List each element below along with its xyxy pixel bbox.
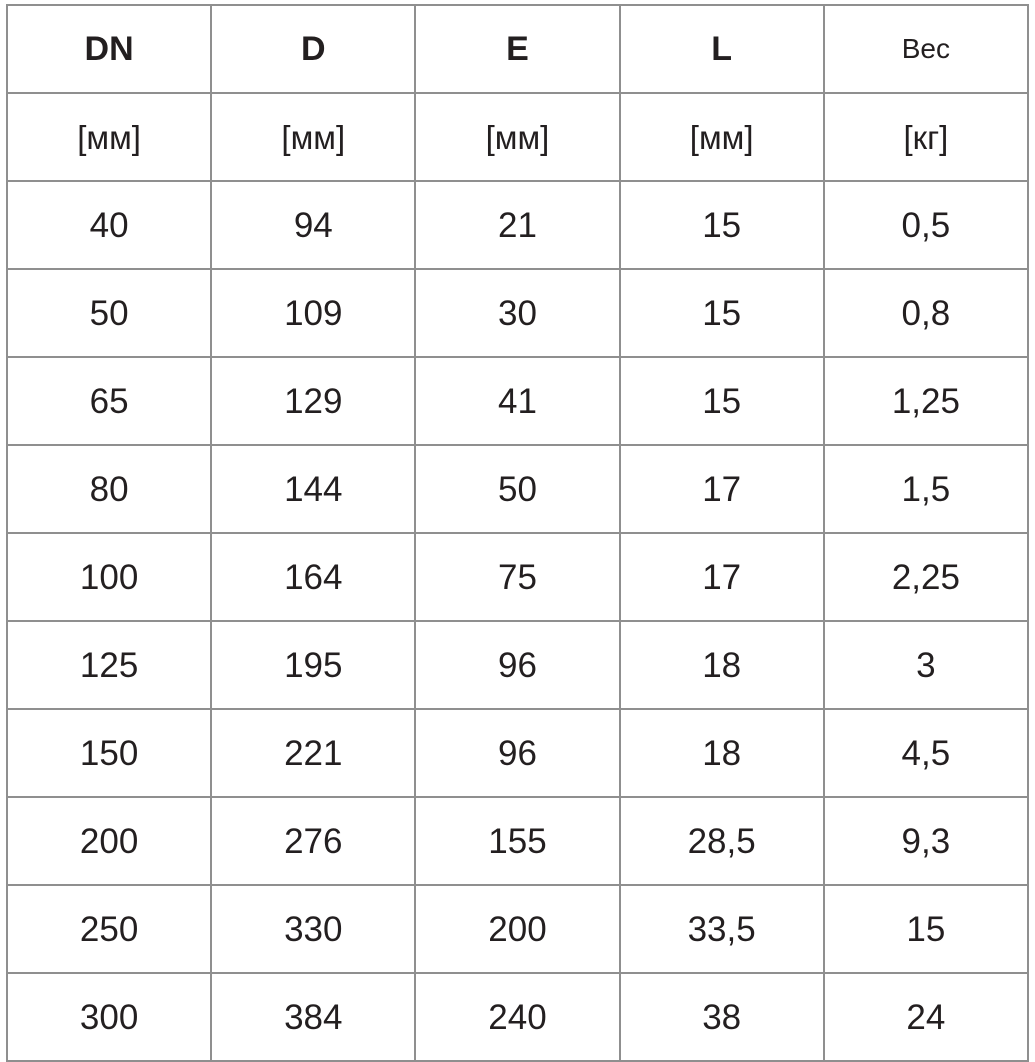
table-cell-dn: 150: [7, 709, 211, 797]
table-row: [7, 533, 1028, 621]
table-cell-l: 18: [620, 621, 824, 709]
table-row: [7, 709, 1028, 797]
table-cell-weight: 1,25: [824, 357, 1028, 445]
table-cell-l: 28,5: [620, 797, 824, 885]
table-cell-e: 41: [415, 357, 619, 445]
header-cell-dn: DN: [7, 5, 211, 93]
header-cell-l: L: [620, 5, 824, 93]
table-cell-e: 75: [415, 533, 619, 621]
table-cell-weight: 24: [824, 973, 1028, 1061]
table-cell-e: 30: [415, 269, 619, 357]
table-cell-dn: 40: [7, 181, 211, 269]
table-cell-e: 50: [415, 445, 619, 533]
unit-cell-l: [мм]: [620, 93, 824, 181]
units-row: [7, 93, 1028, 181]
table-cell-dn: 80: [7, 445, 211, 533]
table-cell-weight: 2,25: [824, 533, 1028, 621]
table-cell-dn: 100: [7, 533, 211, 621]
table-cell-l: 17: [620, 533, 824, 621]
table-cell-l: 18: [620, 709, 824, 797]
table-cell-e: 96: [415, 621, 619, 709]
table-cell-l: 17: [620, 445, 824, 533]
table-cell-dn: 65: [7, 357, 211, 445]
unit-cell-dn: [мм]: [7, 93, 211, 181]
table-cell-weight: 4,5: [824, 709, 1028, 797]
table-row: [7, 357, 1028, 445]
table-cell-weight: 0,8: [824, 269, 1028, 357]
table-cell-weight: 3: [824, 621, 1028, 709]
table-cell-d: 129: [211, 357, 415, 445]
table-cell-l: 15: [620, 181, 824, 269]
header-cell-d: D: [211, 5, 415, 93]
table-cell-e: 21: [415, 181, 619, 269]
table-cell-weight: 15: [824, 885, 1028, 973]
table-row: [7, 973, 1028, 1061]
table-cell-d: 94: [211, 181, 415, 269]
table-cell-dn: 250: [7, 885, 211, 973]
table-cell-weight: 1,5: [824, 445, 1028, 533]
unit-cell-e: [мм]: [415, 93, 619, 181]
table-cell-e: 200: [415, 885, 619, 973]
table-cell-d: 144: [211, 445, 415, 533]
table-cell-d: 221: [211, 709, 415, 797]
table-cell-dn: 125: [7, 621, 211, 709]
table-cell-dn: 50: [7, 269, 211, 357]
table-cell-dn: 200: [7, 797, 211, 885]
dimensions-table-container: [6, 4, 1029, 1044]
table-row: [7, 445, 1028, 533]
table-cell-l: 15: [620, 357, 824, 445]
unit-cell-d: [мм]: [211, 93, 415, 181]
table-body: [7, 5, 1028, 1061]
table-cell-d: 276: [211, 797, 415, 885]
header-cell-e: E: [415, 5, 619, 93]
unit-cell-weight: [кг]: [824, 93, 1028, 181]
table-cell-e: 155: [415, 797, 619, 885]
table-cell-d: 164: [211, 533, 415, 621]
table-cell-dn: 300: [7, 973, 211, 1061]
table-cell-d: 109: [211, 269, 415, 357]
table-cell-weight: 0,5: [824, 181, 1028, 269]
table-cell-d: 195: [211, 621, 415, 709]
table-cell-l: 15: [620, 269, 824, 357]
table-cell-l: 38: [620, 973, 824, 1061]
header-row: [7, 5, 1028, 93]
table-row: [7, 885, 1028, 973]
table-cell-d: 330: [211, 885, 415, 973]
dimensions-table: [6, 4, 1029, 1062]
table-row: [7, 797, 1028, 885]
table-cell-e: 240: [415, 973, 619, 1061]
header-cell-weight: Вес: [824, 5, 1028, 93]
table-cell-d: 384: [211, 973, 415, 1061]
table-cell-weight: 9,3: [824, 797, 1028, 885]
table-cell-l: 33,5: [620, 885, 824, 973]
table-cell-e: 96: [415, 709, 619, 797]
table-row: [7, 621, 1028, 709]
table-row: [7, 269, 1028, 357]
table-row: [7, 181, 1028, 269]
